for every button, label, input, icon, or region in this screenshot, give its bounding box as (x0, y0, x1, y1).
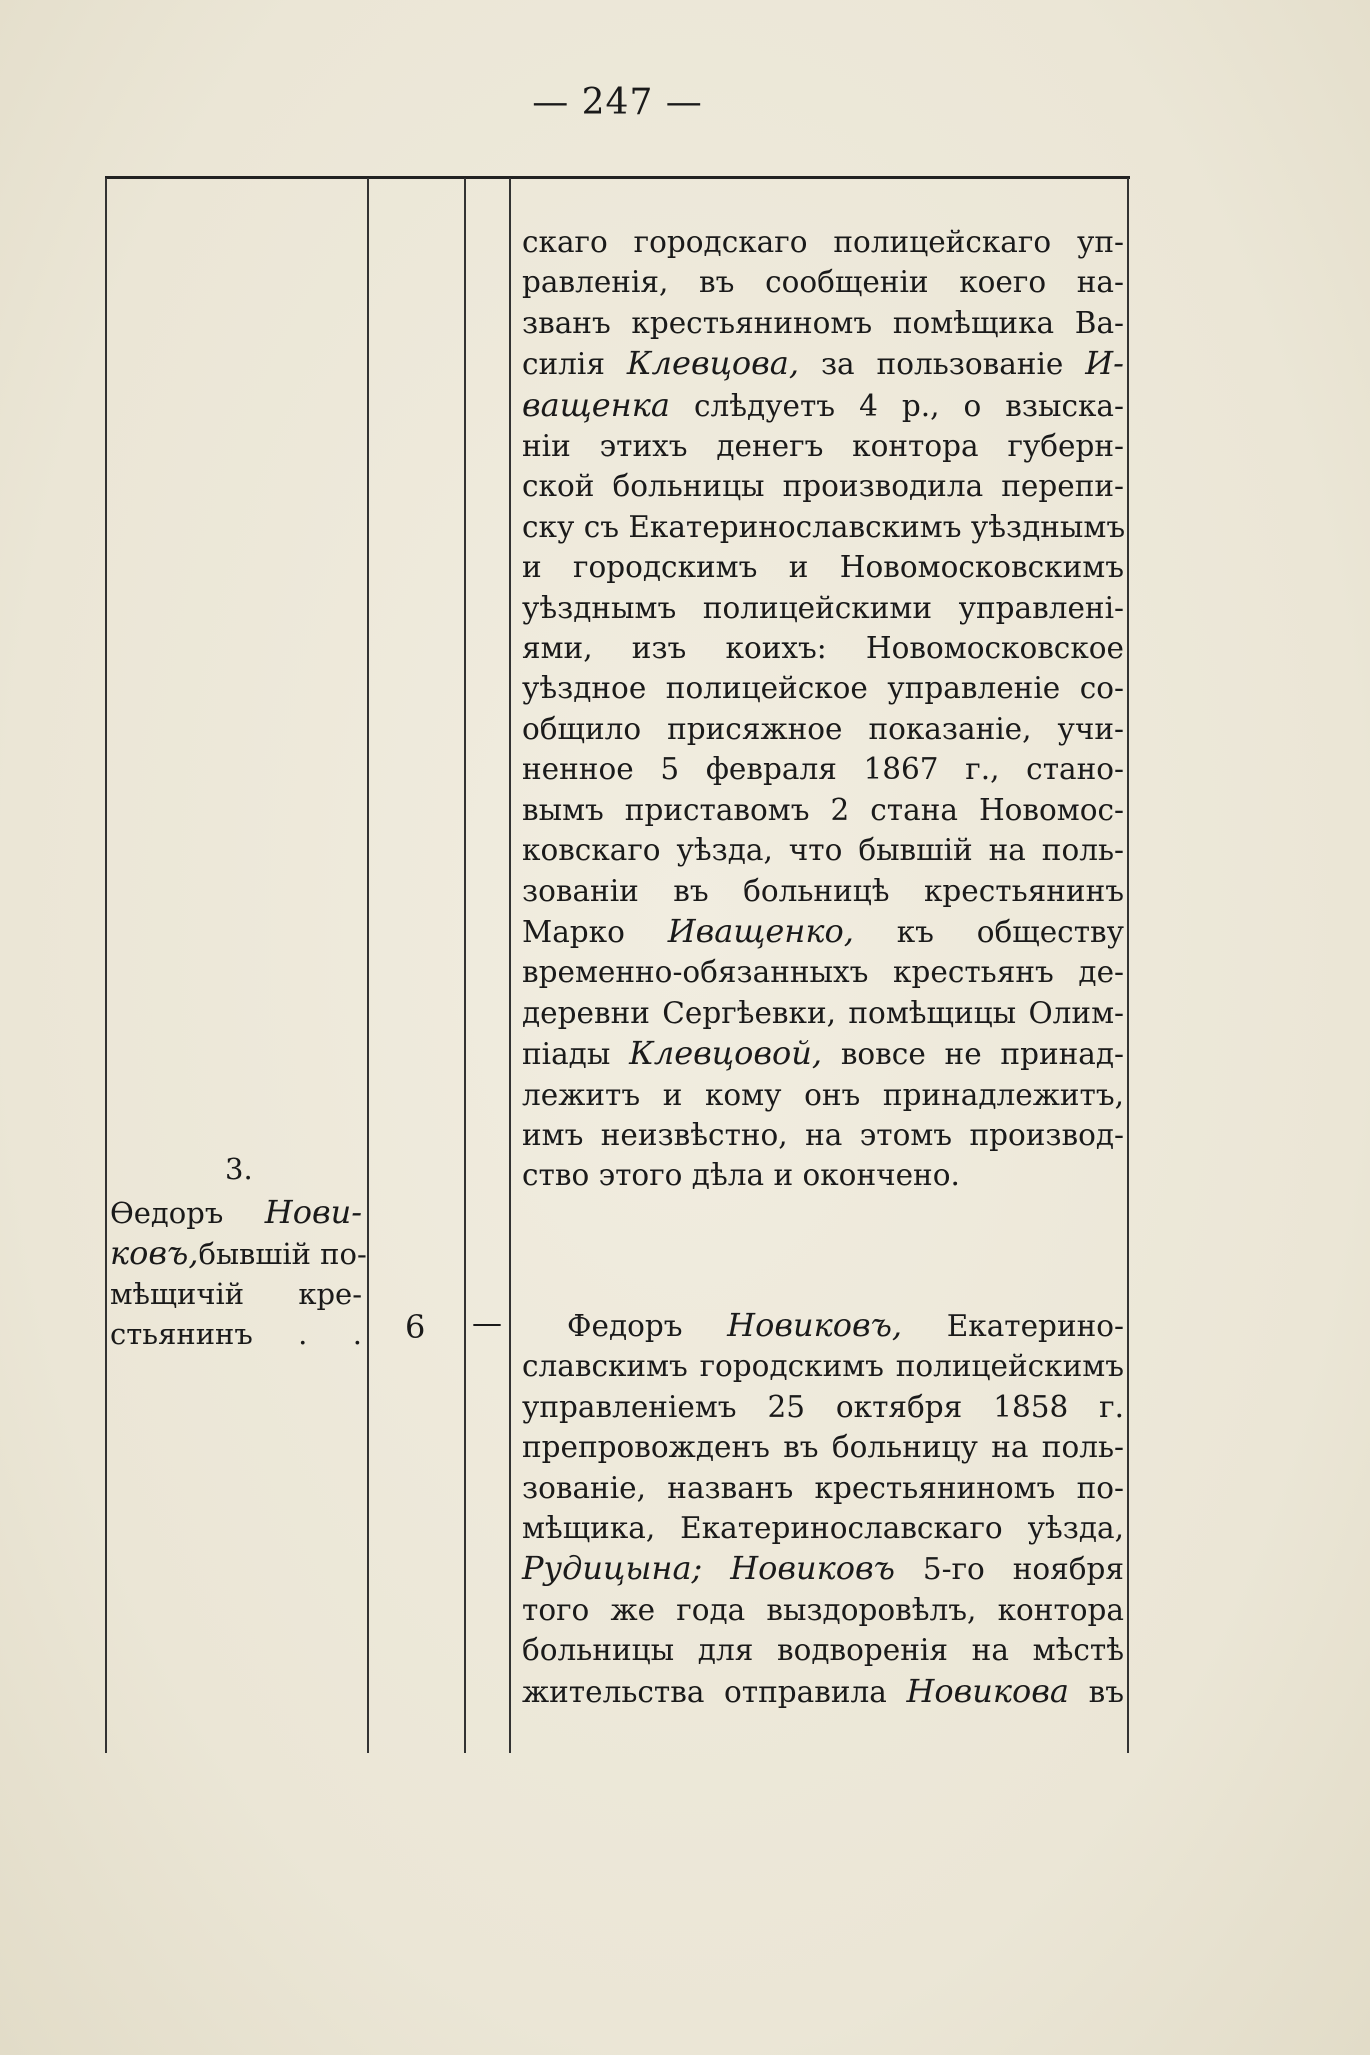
text-run: мѣщика, Екатеринославскаго уѣзда, (522, 1511, 1124, 1546)
text-run: уѣзднымъ полицейскими управлені- (522, 590, 1124, 625)
text-line (522, 343, 1124, 384)
table-top-rule (105, 176, 1130, 179)
text-run: вымъ приставомъ 2 стана Новомос- (522, 792, 1124, 827)
entry-3-text (522, 1305, 1124, 1712)
text-run: Федоръ (567, 1309, 728, 1343)
text-run: въ (1068, 1674, 1124, 1709)
name-line (110, 1274, 362, 1314)
italic-name: И- (1085, 344, 1124, 383)
text-run: піады (522, 1037, 630, 1072)
text-line (522, 871, 1124, 911)
entry-number: 3. (225, 1152, 253, 1186)
text-line (522, 830, 1124, 870)
text-line (522, 1346, 1124, 1386)
text-line (522, 1033, 1124, 1074)
name-line (110, 1192, 362, 1233)
text-line (522, 790, 1124, 830)
text-run: силія (522, 347, 627, 382)
text-line (522, 952, 1124, 992)
text-run: препровожденъ въ больницу на поль- (522, 1430, 1124, 1465)
column-rule-1 (105, 178, 107, 1753)
text-run: ство этого дѣла и окончено. (522, 1158, 960, 1193)
text-line (522, 1630, 1124, 1670)
italic-name: Иващенко, (667, 911, 854, 950)
text-line (522, 1590, 1124, 1630)
text-run: уѣздное полицейское управленіе со- (522, 671, 1124, 706)
text-run: равленія, въ сообщеніи коего на- (522, 265, 1124, 300)
text-run: Өедоръ (110, 1196, 265, 1230)
italic-name: Новиковъ (730, 1549, 895, 1588)
text-run: управленіемъ 25 октября 1858 г. (522, 1389, 1124, 1424)
italic-name: Клевцова, (626, 344, 800, 383)
text-run: общило присяжное показаніе, учи- (522, 711, 1124, 746)
text-run: временно-обязанныхъ крестьянъ де- (522, 955, 1124, 990)
text-run (702, 1552, 730, 1586)
text-run: мѣщичій кре- (110, 1277, 362, 1311)
text-line (522, 628, 1124, 668)
text-line (522, 1075, 1124, 1115)
text-run: зованіе, названъ крестьяниномъ по- (522, 1470, 1124, 1505)
text-line (522, 1468, 1124, 1508)
italic-name: Рудицына; (522, 1549, 703, 1588)
text-line (522, 1508, 1124, 1548)
italic-name: ващенка (522, 385, 670, 424)
column-rule-2 (367, 178, 369, 1753)
text-run: къ обществу (853, 914, 1124, 949)
text-line (522, 1387, 1124, 1427)
text-line (522, 709, 1124, 749)
italic-name: ковъ, (110, 1234, 199, 1272)
text-run: ску съ Екатеринославскимъ уѣзднымъ (522, 509, 1126, 544)
text-line (522, 385, 1124, 426)
text-line (522, 668, 1124, 708)
column-rule-5 (1127, 178, 1129, 1753)
text-run: того же года выздоровѣлъ, контора (522, 1592, 1124, 1627)
column-rule-4 (509, 178, 511, 1753)
text-run: слѣдуетъ 4 р., о взыска- (669, 388, 1124, 423)
text-run: зованіи въ больницѣ крестьянинъ (522, 873, 1124, 908)
page-number: — 247 — (532, 82, 703, 123)
text-line (522, 993, 1124, 1033)
text-run: ской больницы производила перепи- (522, 469, 1124, 504)
text-line (522, 1115, 1124, 1155)
text-line (522, 1671, 1124, 1712)
text-run: Екатерино- (902, 1309, 1124, 1343)
italic-name: Новикова (906, 1671, 1069, 1710)
name-line (110, 1314, 362, 1354)
text-run: 5-го ноября (894, 1552, 1124, 1587)
text-run: званъ крестьяниномъ помѣщика Ва- (522, 305, 1124, 340)
entry-dash: — (472, 1306, 502, 1341)
text-run: ніи этихъ денегъ контора губерн- (522, 429, 1124, 464)
name-line (110, 1233, 367, 1274)
text-line (522, 426, 1124, 466)
text-run: имъ неизвѣстно, на этомъ производ- (522, 1117, 1124, 1152)
text-line (522, 466, 1124, 506)
text-line (522, 507, 1124, 547)
text-run: жительства отправила (522, 1674, 907, 1709)
column-rule-3 (464, 178, 466, 1753)
text-run: Марко (522, 914, 668, 949)
text-run: ненное 5 февраля 1867 г., стано- (522, 752, 1124, 787)
text-line (522, 1548, 1124, 1589)
text-run: вовсе не принад- (822, 1037, 1124, 1072)
entry-name (110, 1192, 367, 1354)
text-run: ями, изъ коихъ: Новомосковское (522, 631, 1124, 666)
text-line (522, 303, 1124, 343)
entry-count: 6 (405, 1308, 426, 1346)
text-run: лежитъ и кому онъ принадлежитъ, (522, 1077, 1124, 1112)
text-line (522, 1427, 1124, 1467)
text-run: больницы для водворенія на мѣстѣ (522, 1633, 1124, 1668)
text-line (522, 262, 1124, 302)
text-run: скаго городскаго полицейскаго уп- (522, 225, 1124, 259)
text-line (522, 547, 1124, 587)
text-line (522, 222, 1124, 262)
italic-name: Клевцовой, (629, 1034, 823, 1073)
text-run: славскимъ городскимъ полицейскимъ (522, 1349, 1124, 1384)
text-line (522, 1155, 1124, 1195)
text-line (522, 749, 1124, 789)
previous-entry-text (522, 222, 1124, 1196)
text-run: ковскаго уѣзда, что бывшій на поль- (522, 833, 1124, 868)
italic-name: Нови- (264, 1193, 362, 1231)
text-run: и городскимъ и Новомосковскимъ (522, 550, 1124, 585)
text-run: стьянинъ . . (110, 1317, 362, 1351)
text-line (522, 588, 1124, 628)
italic-name: Новиковъ, (727, 1306, 903, 1344)
text-run: деревни Сергѣевки, помѣщицы Олим- (522, 995, 1124, 1030)
text-run: за пользованіе (799, 347, 1086, 382)
text-line (522, 911, 1124, 952)
text-run: бывшій по- (198, 1237, 367, 1271)
text-line (522, 1305, 1124, 1346)
